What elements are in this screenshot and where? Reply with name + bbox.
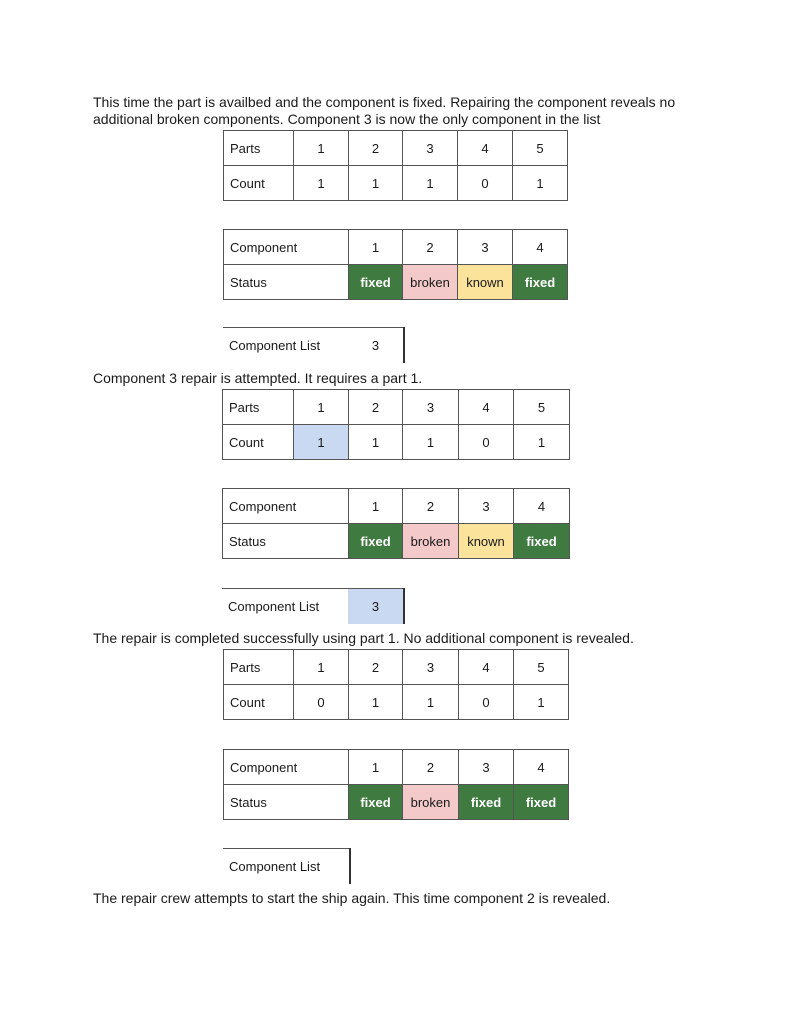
part-number: 1 (294, 650, 349, 685)
count-cell: 0 (459, 685, 514, 720)
parts-label: Parts (224, 650, 294, 685)
component-list-label: Component List (223, 849, 350, 884)
component-number: 4 (514, 489, 570, 524)
status-label: Status (223, 524, 349, 559)
component-list-step2 (222, 588, 405, 624)
count-cell: 1 (403, 685, 459, 720)
status-cell: fixed (349, 524, 403, 559)
component-number: 1 (349, 750, 403, 785)
count-label: Count (224, 166, 294, 201)
part-number: 1 (294, 390, 349, 425)
component-list-step1 (223, 327, 405, 363)
status-cell: fixed (349, 265, 403, 300)
count-row (223, 425, 570, 460)
part-number: 2 (349, 650, 403, 685)
parts-table-step2 (222, 389, 570, 460)
status-cell: known (458, 265, 513, 300)
component-number: 3 (459, 750, 514, 785)
paragraph-intro: This time the part is availbed and the component is fixed. Repairing the component reveals no additional broken components. Component 3 is now the only component in the list (93, 94, 676, 127)
component-list-step3 (223, 848, 351, 884)
count-row (224, 685, 569, 720)
part-number: 3 (403, 131, 458, 166)
parts-label: Parts (223, 390, 294, 425)
count-cell: 1 (294, 166, 349, 201)
status-row (224, 785, 569, 820)
component-number: 3 (458, 230, 513, 265)
status-cell: broken (403, 524, 459, 559)
component-number: 4 (513, 230, 568, 265)
parts-table-step1 (223, 130, 568, 201)
component-number: 2 (403, 230, 458, 265)
count-cell: 1 (349, 685, 403, 720)
component-label: Component (224, 750, 349, 785)
component-number: 4 (514, 750, 569, 785)
part-number: 3 (403, 390, 459, 425)
count-row (224, 166, 568, 201)
part-number: 1 (294, 131, 349, 166)
status-row (223, 524, 570, 559)
component-number: 2 (403, 489, 459, 524)
part-number: 2 (349, 131, 403, 166)
component-header-row (224, 230, 568, 265)
count-cell: 0 (458, 166, 513, 201)
count-cell: 1 (349, 166, 403, 201)
count-label: Count (223, 425, 294, 460)
paragraph-repair-attempt: Component 3 repair is attempted. It requires a part 1. (93, 370, 423, 386)
component-table-step3 (223, 749, 569, 820)
component-list-item-highlighted: 3 (348, 589, 404, 624)
count-cell: 0 (459, 425, 514, 460)
component-list-label: Component List (223, 328, 348, 363)
status-cell: fixed (514, 785, 569, 820)
component-header-row (223, 489, 570, 524)
status-cell: fixed (459, 785, 514, 820)
status-cell: fixed (349, 785, 403, 820)
count-label: Count (224, 685, 294, 720)
part-number: 5 (514, 390, 570, 425)
component-number: 2 (403, 750, 459, 785)
parts-header-row (224, 131, 568, 166)
parts-table-step3 (223, 649, 569, 720)
status-cell: broken (403, 265, 458, 300)
component-number: 1 (349, 489, 403, 524)
part-number: 3 (403, 650, 459, 685)
count-cell: 1 (349, 425, 403, 460)
status-label: Status (224, 785, 349, 820)
status-label: Status (224, 265, 349, 300)
component-label: Component (224, 230, 349, 265)
count-cell: 1 (403, 166, 458, 201)
part-number: 4 (459, 650, 514, 685)
part-number: 2 (349, 390, 403, 425)
count-cell: 1 (513, 166, 568, 201)
component-table-step2 (222, 488, 570, 559)
count-cell: 0 (294, 685, 349, 720)
parts-label: Parts (224, 131, 294, 166)
count-cell: 1 (514, 425, 570, 460)
component-header-row (224, 750, 569, 785)
paragraph-repair-complete: The repair is completed successfully using part 1. No additional component is revealed. (93, 630, 634, 646)
status-cell: broken (403, 785, 459, 820)
component-label: Component (223, 489, 349, 524)
component-number: 3 (459, 489, 514, 524)
status-row (224, 265, 568, 300)
component-list-item: 3 (348, 328, 404, 363)
component-list-label: Component List (222, 589, 348, 624)
paragraph-restart: The repair crew attempts to start the ship again. This time component 2 is revealed. (93, 890, 611, 906)
status-cell: known (459, 524, 514, 559)
component-table-step1 (223, 229, 568, 300)
part-number: 5 (514, 650, 569, 685)
status-cell: fixed (514, 524, 570, 559)
part-number: 4 (459, 390, 514, 425)
part-number: 4 (458, 131, 513, 166)
count-cell: 1 (403, 425, 459, 460)
part-number: 5 (513, 131, 568, 166)
count-cell: 1 (514, 685, 569, 720)
count-cell-highlighted: 1 (294, 425, 349, 460)
parts-header-row (224, 650, 569, 685)
parts-header-row (223, 390, 570, 425)
component-number: 1 (349, 230, 403, 265)
status-cell: fixed (513, 265, 568, 300)
